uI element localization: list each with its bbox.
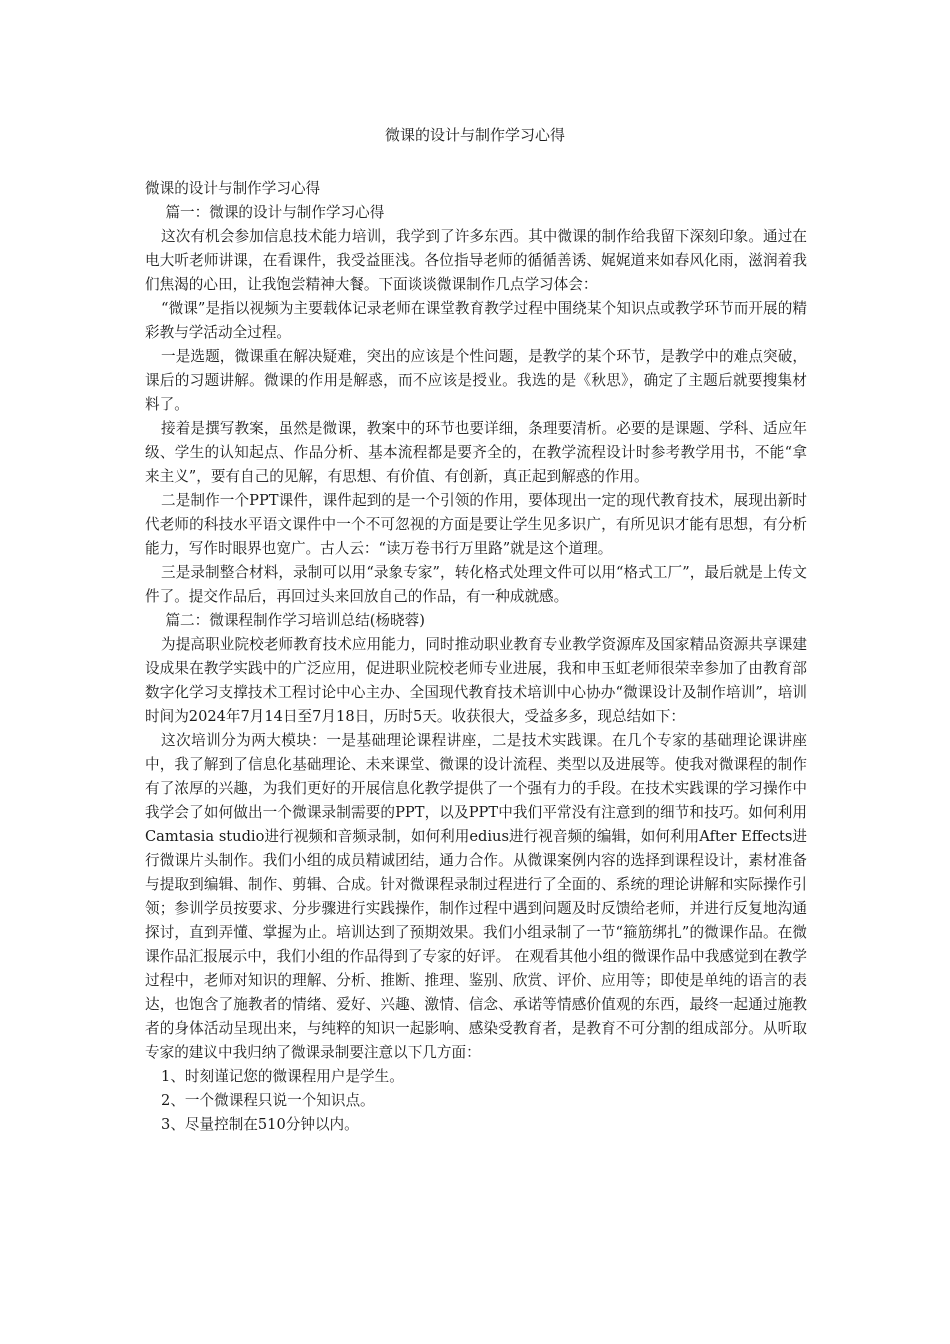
document-title: 微课的设计与制作学习心得 bbox=[384, 126, 565, 144]
list-item: 2、一个微课程只说一个知识点。 bbox=[161, 1092, 375, 1109]
paragraph: 二是制作一个PPT课件，课件起到的是一个引领的作用，要体现出一定的现代教育技术，展现出新时代老师的科技水平语文课件中一个不可忽视的方面是要让学生见多识广，有所见识才能有思想，有分析能力，写作时眼界也宽广。古人云：“读万卷书行万里路”就是这个道理。 bbox=[145, 492, 807, 557]
paragraph: 为提高职业院校老师教育技术应用能力，同时推动职业教育专业教学资源库及国家精品资源共享课建设成果在教学实践中的广泛应用，促进职业院校老师专业进展，我和申玉虹老师很荣幸参加了由教育部数字化学习支撑技术工程讨论中心主办、全国现代教育技术培训中心协办“微课设计及制作培训”，培训时间为2024年7月14日至7月18日，历时5天。收获很大，受益多多，现总结如下： bbox=[145, 636, 807, 725]
document-body bbox=[145, 177, 807, 1137]
paragraph: 接着是撰写教案，虽然是微课，教案中的环节也要详细，条理要清析。必要的是课题、学科、适应年级、学生的认知起点、作品分析、基本流程都是要齐全的，在教学流程设计时参考教学用书，不能“拿来主义”，要有自己的见解，有思想、有价值、有创新，真正起到解惑的作用。 bbox=[145, 420, 807, 485]
paragraph: 一是选题，微课重在解决疑难，突出的应该是个性问题，是教学的某个环节，是教学中的难点突破，课后的习题讲解。微课的作用是解惑，而不应该是授业。我选的是《秋思》，确定了主题后就要搜集材料了。 bbox=[145, 348, 807, 413]
paragraph: 这次有机会参加信息技术能力培训，我学到了许多东西。其中微课的制作给我留下深刻印象。通过在电大听老师讲课，在看课件，我受益匪浅。各位指导老师的循循善诱、娓娓道来如春风化雨，滋润着我们焦渴的心田，让我饱尝精神大餐。下面谈谈微课制作几点学习体会： bbox=[145, 228, 807, 293]
list-item: 3、尽量控制在510分钟以内。 bbox=[161, 1116, 359, 1133]
paragraph: 这次培训分为两大模块：一是基础理论课程讲座，二是技术实践课。在几个专家的基础理论课讲座中，我了解到了信息化基础理论、未来课堂、微课的设计流程、类型以及进展等。使我对微课程的制作有了浓厚的兴趣，为我们更好的开展信息化教学提供了一个强有力的手段。在技术实践课的学习操作中我学会了如何做出一个微课录制需要的PPT，以及PPT中我们平常没有注意到的细节和技巧。如何利用Camtasia studio进行视频和音频录制，如何利用edius进行视音频的编辑，如何利用After Effects进行微课片头制作。我们小组的成员精诚团结，通力合作。从微课案例内容的选择到课程设计，素材准备与提取到编辑、制作、剪辑、合成。针对微课程录制过程进行了全面的、系统的理论讲解和实际操作引领；参训学员按要求、分步骤进行实践操作，制作过程中遇到问题及时反馈给老师，并进行反复地沟通探讨，直到弄懂、掌握为止。培训达到了预期效果。我们小组录制了一节“箍筋绑扎”的微课作品。在微课作品汇报展示中，我们小组的作品得到了专家的好评。 在观看其他小组的微课作品中我感觉到在教学过程中，老师对知识的理解、分析、推断、推理、鉴别、欣赏、评价、应用等；即使是单纯的语言的表达，也饱含了施教者的情绪、爱好、兴趣、激情、信念、承诺等情感价值观的东西，最终一起通过施教者的身体活动呈现出来，与纯粹的知识一起影响、感染受教育者，是教育不可分割的组成部分。从听取专家的建议中我归纳了微课录制要注意以下几方面： bbox=[145, 732, 807, 1061]
section-title-part2: 篇二：微课程制作学习培训总结(杨晓蓉) bbox=[165, 612, 425, 629]
paragraph: “微课”是指以视频为主要载体记录老师在课堂教育教学过程中围绕某个知识点或教学环节而开展的精彩教与学活动全过程。 bbox=[145, 300, 807, 341]
section-title-part1: 篇一：微课的设计与制作学习心得 bbox=[165, 204, 385, 221]
list-item: 1、时刻谨记您的微课程用户是学生。 bbox=[161, 1068, 404, 1085]
paragraph: 三是录制整合材料，录制可以用“录象专家”，转化格式处理文件可以用“格式工厂”，最后就是上传文件了。提交作品后，再回过头来回放自己的作品，有一种成就感。 bbox=[145, 564, 807, 605]
document-heading: 微课的设计与制作学习心得 bbox=[145, 180, 321, 197]
